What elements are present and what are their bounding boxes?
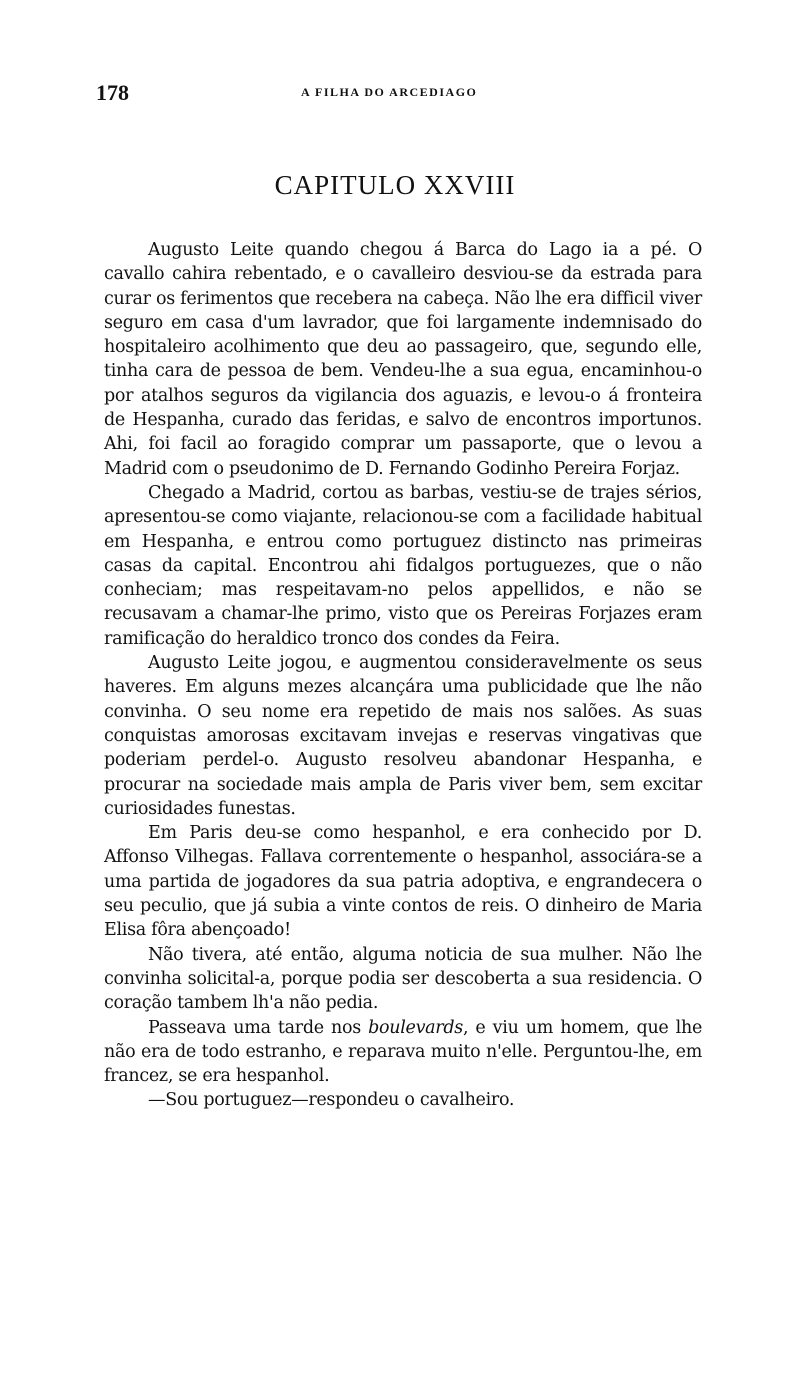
chapter-title: CAPITULO XXVIII [274, 170, 516, 200]
paragraph-6-end: , e viu um homem, que lhe não era de todo estranho, e reparava muito n'elle. Perguntou-lhe, em francez, se era hespanhol. [104, 1017, 702, 1087]
paragraph-6-start: Passeava uma tarde nos [148, 1017, 369, 1038]
paragraph-4: Em Paris deu-se como hespanhol, e era conhecido por D. Affonso Vilhegas. Fallava correntemente o hespanhol, associára-se a uma partida de jogadores da sua patria adoptiva, e engrandecera o seu peculio, que já subia a vinte contos de reis. O dinheiro de Maria Elisa fôra abençoado! [104, 823, 702, 941]
running-head [96, 80, 706, 104]
paragraph-1: Augusto Leite quando chegou á Barca do Lago ia a pé. O cavallo cahira rebentado, e o cavalleiro desviou-se da estrada para curar os ferimentos que recebera na cabeça. Não lhe era difficil viver seguro em casa d'um lavrador, que foi largamente indemnisado do hospitaleiro acolhimento que deu ao passageiro, que, segundo elle, tinha cara de pessoa de bem. Vendeu-lhe a sua egua, encaminhou-o por atalhos seguros da vigilancia dos aguazis, e levou-o á fronteira de Hespanha, curado das feridas, e salvo de encontros importunos. Ahi, foi facil ao foragido comprar um passaporte, que o levou a Madrid com o pseudonimo de D. Fernando Godinho Pereira Forjaz. [104, 240, 702, 479]
paragraph-6 [104, 1016, 702, 1089]
book-title: A FILHA DO ARCEDIAGO [301, 85, 478, 99]
page-number: 178 [96, 80, 129, 105]
dialogue-line: —Sou portuguez—respondeu o cavalheiro. [148, 1090, 515, 1111]
paragraph-2: Chegado a Madrid, cortou as barbas, vestiu-se de trajes sérios, apresentou-se como viajante, relacionou-se com a facilidade habitual em Hespanha, e entrou como portuguez distincto nas primeiras casas da capital. Encontrou ahi fidalgos portuguezes, que o não conheciam; mas respeitavam-no pelos appellidos, e não se recusavam a chamar-lhe primo, visto que os Pereiras Forjazes eram ramificação do heraldico tronco dos condes da Feira. [104, 482, 702, 649]
paragraph-6-italic: boulevards [368, 1017, 463, 1038]
paragraph-5: Não tivera, até então, alguma noticia de sua mulher. Não lhe convinha solicital-a, porque podia ser descoberta a sua residencia. O coração tambem lh'a não pedia. [104, 944, 702, 1014]
body-text [104, 238, 702, 1113]
paragraph-3: Augusto Leite jogou, e augmentou consideravelmente os seus haveres. Em alguns mezes alcançára uma publicidade que lhe não convinha. O seu nome era repetido de mais nos salões. As suas conquistas amorosas excitavam invejas e reservas vingativas que poderiam perdel-o. Augusto resolveu abandonar Hespanha, e procurar na sociedade mais ampla de Paris viver bem, sem excitar curiosidades funestas. [104, 653, 702, 819]
